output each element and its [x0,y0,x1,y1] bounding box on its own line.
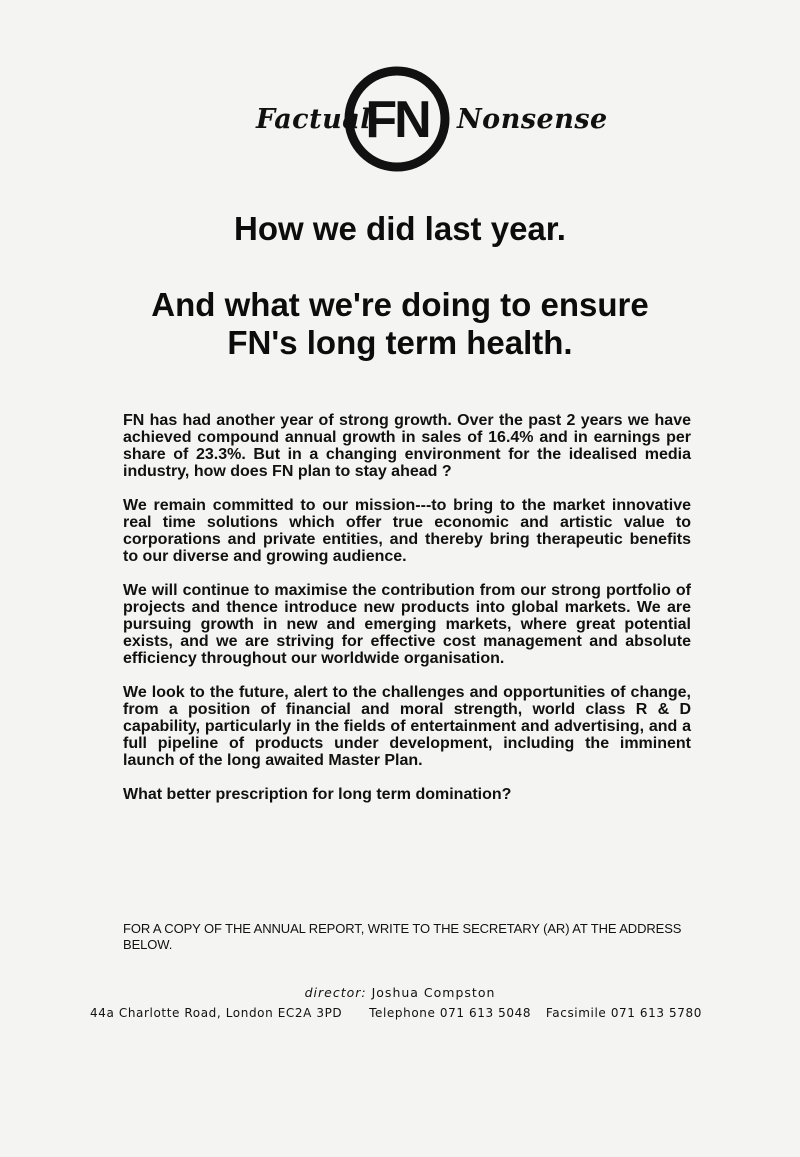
body-paragraph: FN has had another year of strong growth. Over the past 2 years we have achieved compound annual growth in sales of 16.4% and in earnings per share of 23.3%. But in a changing environment for the idealised media industry, how does FN plan to stay ahead ? [123,412,691,480]
headline-secondary-line1: And what we're doing to ensure [151,286,649,323]
fax-number: 071 613 5780 [610,1006,702,1020]
telephone-label: Telephone [369,1006,436,1020]
masthead-right-word: Nonsense [457,104,608,135]
body-text [123,412,691,820]
headline-primary: How we did last year. [234,210,566,247]
body-paragraph: We look to the future, alert to the challenges and opportunities of change, from a position of financial and moral strength, world class R & D capability, particularly in the fields of entertainment and advertising, and a full pipeline of products under development, including the imminent launch of the long awaited Master Plan. [123,684,691,769]
director-line [0,985,800,1000]
headline-secondary-line2: FN's long term health. [227,324,573,361]
closing-question: What better prescription for long term domination? [123,786,512,803]
address-line [90,1006,730,1020]
fax-label: Facsimile [545,1006,607,1020]
headline-secondary [0,286,800,362]
fn-logo [344,66,450,172]
masthead-left-word: Factual [256,104,371,135]
telephone-number: 071 613 5048 [439,1006,532,1020]
logo-text: FN [365,91,429,149]
director-name: Joshua Compston [371,985,496,1000]
body-paragraph: We remain committed to our mission---to bring to the market innovative real time solutions which offer true economic and artistic value to corporations and private entities, and thereby bring therapeutic benefits to our diverse and growing audience. [123,497,691,565]
body-paragraph: We will continue to maximise the contribution from our strong portfolio of projects and thence introduce new products into global markets. We are pursuing growth in new and emerging markets, where great potential exists, and we are striving for effective cost management and absolute efficiency throughout our worldwide organisation. [123,582,691,667]
postal-address: 44a Charlotte Road, London EC2A 3PD [90,1006,343,1020]
annual-report-notice: FOR A COPY OF THE ANNUAL REPORT, WRITE TO THE SECRETARY (AR) AT THE ADDRESS BELOW. [123,921,682,952]
masthead [0,66,800,176]
director-label: director: [304,985,367,1000]
